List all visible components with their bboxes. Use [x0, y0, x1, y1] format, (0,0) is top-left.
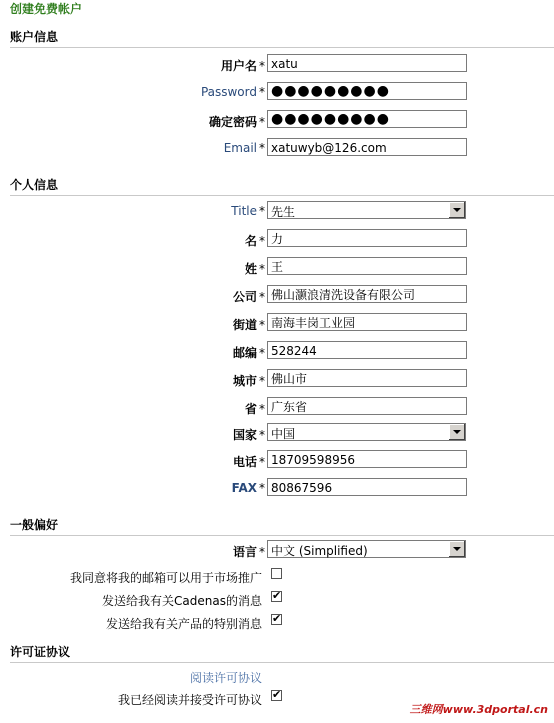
license-accept-label: 我已经阅读并接受许可协议: [117, 693, 262, 707]
confirm-password-input[interactable]: ●●●●●●●●●: [267, 110, 467, 128]
first-name-label: 名 *: [244, 234, 265, 248]
street-label: 街道 *: [232, 318, 265, 332]
chevron-down-icon[interactable]: [448, 202, 465, 218]
city-label: 城市 *: [232, 374, 265, 388]
username-input[interactable]: xatu: [267, 54, 467, 72]
country-select-value: 中国: [271, 427, 296, 441]
fax-label: FAX *: [231, 481, 265, 495]
chevron-down-icon[interactable]: [448, 424, 465, 440]
title-label: Title *: [231, 204, 265, 218]
zip-input[interactable]: 528244: [267, 341, 467, 359]
chevron-down-icon[interactable]: [448, 541, 465, 557]
section-personal-header: 个人信息: [10, 176, 554, 196]
language-select[interactable]: [267, 540, 466, 558]
country-label: 国家 *: [232, 428, 265, 442]
confirm-password-label: 确定密码 *: [208, 115, 265, 129]
first-name-row: [0, 229, 554, 251]
title-select[interactable]: [267, 201, 466, 219]
cadenas-opt-checkbox[interactable]: [271, 591, 282, 602]
country-select[interactable]: [267, 423, 466, 441]
language-row: [0, 540, 554, 562]
cadenas-opt-label: 发送给我有关Cadenas的消息: [102, 594, 262, 608]
company-row: [0, 285, 554, 307]
company-input[interactable]: 佛山灏浪清洗设备有限公司: [267, 285, 467, 303]
section-prefs-header: 一般偏好: [10, 516, 554, 536]
title-row: [0, 201, 554, 223]
first-name-input[interactable]: 力: [267, 229, 467, 247]
marketing-opt-row: [0, 566, 554, 588]
section-license-header: 许可证协议: [10, 643, 554, 663]
street-row: [0, 313, 554, 335]
street-input[interactable]: 南海丰岗工业园: [267, 313, 467, 331]
last-name-row: [0, 257, 554, 279]
phone-row: [0, 450, 554, 472]
password-input[interactable]: ●●●●●●●●●: [267, 82, 467, 100]
products-opt-row: [0, 612, 554, 634]
password-label: Password *: [200, 85, 265, 99]
province-row: [0, 397, 554, 419]
city-row: [0, 369, 554, 391]
last-name-label: 姓 *: [244, 262, 265, 276]
title-select-value: 先生: [271, 205, 296, 219]
marketing-opt-checkbox[interactable]: [271, 568, 282, 579]
province-input[interactable]: 广东省: [267, 397, 467, 415]
zip-row: [0, 341, 554, 363]
province-label: 省 *: [244, 402, 265, 416]
products-opt-label: 发送给我有关产品的特别消息: [105, 617, 262, 631]
phone-input[interactable]: 18709598956: [267, 450, 467, 468]
password-row: [0, 82, 554, 104]
read-license-link[interactable]: 阅读许可协议: [190, 671, 263, 685]
confirm-password-row: [0, 110, 554, 132]
username-label: 用户名 *: [220, 59, 265, 73]
zip-label: 邮编 *: [232, 346, 265, 360]
username-row: [0, 54, 554, 76]
products-opt-checkbox[interactable]: [271, 614, 282, 625]
company-label: 公司 *: [232, 290, 265, 304]
last-name-input[interactable]: 王: [267, 257, 467, 275]
page-title: 创建免费帐户: [10, 2, 83, 16]
phone-label: 电话 *: [232, 455, 265, 469]
watermark: 三维网www.3dportal.cn: [409, 703, 548, 716]
city-input[interactable]: 佛山市: [267, 369, 467, 387]
fax-input[interactable]: 80867596: [267, 478, 467, 496]
language-select-value: 中文 (Simplified): [271, 544, 368, 558]
email-row: [0, 138, 554, 160]
license-accept-checkbox[interactable]: [271, 690, 282, 701]
email-label: Email *: [223, 141, 265, 155]
cadenas-opt-row: [0, 589, 554, 611]
fax-row: [0, 478, 554, 500]
country-row: [0, 423, 554, 445]
email-input[interactable]: xatuwyb@126.com: [267, 138, 467, 156]
section-account-header: 账户信息: [10, 28, 554, 48]
marketing-opt-label: 我同意将我的邮箱可以用于市场推广: [69, 571, 262, 585]
language-label: 语言 *: [232, 545, 265, 559]
